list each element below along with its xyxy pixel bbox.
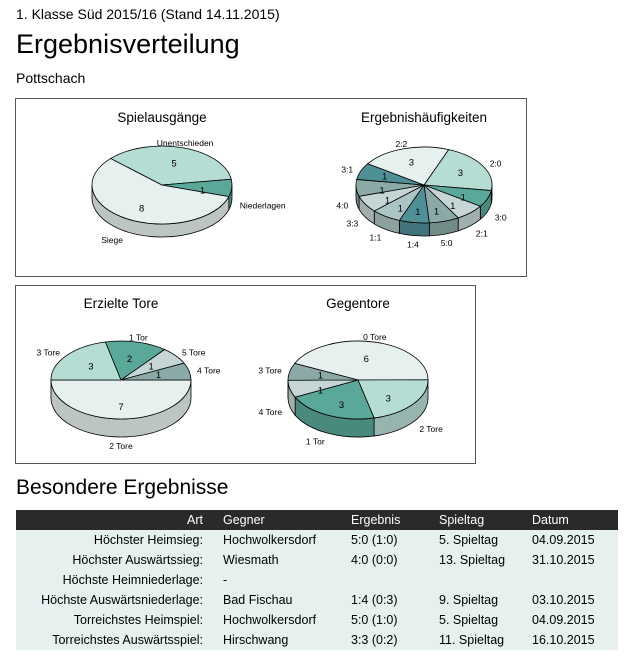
cell-ergebnis <box>347 570 435 590</box>
slice-category-label: Niederlagen <box>239 200 286 211</box>
cell-gegner: Hochwolkersdorf <box>219 610 347 630</box>
charts-goals <box>16 286 475 463</box>
table-row <box>16 530 618 550</box>
cell-datum: 04.09.2015 <box>528 530 618 550</box>
column-header-spieltag: Spieltag <box>435 510 528 530</box>
slice-category-label: 2 Tore <box>109 440 133 451</box>
chart-panel-goals <box>15 285 476 464</box>
cell-spieltag: 11. Spieltag <box>435 630 528 650</box>
breadcrumb: 1. Klasse Süd 2015/16 (Stand 14.11.2015) <box>16 6 280 22</box>
slice-value-label: 6 <box>363 354 369 366</box>
table-row <box>16 550 618 570</box>
column-header-ergebnis: Ergebnis <box>347 510 435 530</box>
slice-value-label: 1 <box>155 370 162 382</box>
chart-title: Spielausgänge <box>117 110 207 125</box>
slice-value-label: 1 <box>397 203 404 215</box>
slice-category-label: 4 Tore <box>258 407 283 418</box>
slice-category-label: 3 Tore <box>36 347 61 358</box>
special-results-table <box>16 510 618 650</box>
cell-datum: 03.10.2015 <box>528 590 618 610</box>
pie-chart-spielausg-nge <box>92 110 286 245</box>
team-name: Pottschach <box>16 70 86 86</box>
cell-spieltag: 5. Spieltag <box>435 530 528 550</box>
cell-art: Torreichstes Auswärtsspiel: <box>16 630 219 650</box>
slice-category-label: 4:0 <box>336 200 349 211</box>
charts-outcomes-results <box>16 99 526 276</box>
slice-value-label: 1 <box>415 207 421 219</box>
slice-category-label: 5 Tore <box>181 347 206 358</box>
cell-datum: 04.09.2015 <box>528 610 618 630</box>
slice-category-label: Siege <box>101 234 123 245</box>
slice-value-label: 1 <box>433 206 440 218</box>
slice-value-label: 1 <box>148 361 154 373</box>
cell-ergebnis: 5:0 (1:0) <box>347 610 435 630</box>
slice-category-label: 2 Tore <box>419 424 443 435</box>
cell-spieltag: 5. Spieltag <box>435 610 528 630</box>
slice-value-label: 5 <box>171 158 177 170</box>
chart-panel-top <box>15 98 527 277</box>
slice-category-label: 3:0 <box>494 212 507 223</box>
slice-category-label: 3:3 <box>346 218 359 229</box>
cell-gegner: Hochwolkersdorf <box>219 530 347 550</box>
slice-value-label: 3 <box>408 157 415 169</box>
cell-art: Höchste Heimniederlage: <box>16 570 219 590</box>
slice-value-label: 1 <box>450 201 456 213</box>
slice-value-label: 8 <box>139 203 145 215</box>
cell-art: Höchster Auswärtssieg: <box>16 550 219 570</box>
cell-gegner: - <box>219 570 347 590</box>
chart-title: Gegentore <box>326 296 390 311</box>
slice-category-label: 2:2 <box>395 139 408 150</box>
slice-value-label: 1 <box>317 370 324 382</box>
slice-category-label: 1 Tor <box>305 436 325 447</box>
table-row <box>16 590 618 610</box>
slice-value-label: 3 <box>385 393 391 405</box>
cell-datum: 16.10.2015 <box>528 630 618 650</box>
pie-chart-gegentore <box>258 296 443 447</box>
slice-value-label: 1 <box>317 385 324 397</box>
cell-gegner: Bad Fischau <box>219 590 347 610</box>
cell-ergebnis: 1:4 (0:3) <box>347 590 435 610</box>
slice-value-label: 3 <box>457 168 464 180</box>
cell-spieltag <box>435 570 528 590</box>
slice-value-label: 3 <box>338 399 345 411</box>
slice-category-label: 4 Tore <box>197 365 221 376</box>
column-header-datum: Datum <box>528 510 618 530</box>
cell-gegner: Wiesmath <box>219 550 347 570</box>
page-title: Ergebnisverteilung <box>16 29 240 59</box>
cell-ergebnis: 5:0 (1:0) <box>347 530 435 550</box>
cell-datum <box>528 570 618 590</box>
cell-spieltag: 13. Spieltag <box>435 550 528 570</box>
slice-value-label: 2 <box>126 354 133 366</box>
cell-ergebnis: 3:3 (0:2) <box>347 630 435 650</box>
slice-category-label: 3:1 <box>341 164 354 175</box>
table-row <box>16 630 618 650</box>
slice-category-label: 2:1 <box>475 228 488 239</box>
slice-category-label: 1:4 <box>406 239 419 250</box>
table-row <box>16 570 618 590</box>
slice-category-label: 0 Tore <box>363 332 387 343</box>
slice-value-label: 1 <box>460 192 466 204</box>
slice-value-label: 7 <box>118 401 124 413</box>
slice-category-label: 1:1 <box>369 232 382 243</box>
cell-ergebnis: 4:0 (0:0) <box>347 550 435 570</box>
slice-category-label: 2:0 <box>489 158 502 169</box>
chart-title: Erzielte Tore <box>83 296 159 311</box>
column-header-art: Art <box>16 510 219 530</box>
slice-category-label: 5:0 <box>440 237 453 248</box>
chart-title: Ergebnishäufigkeiten <box>360 110 488 125</box>
cell-art: Torreichstes Heimspiel: <box>16 610 219 630</box>
slice-value-label: 1 <box>379 185 385 197</box>
cell-gegner: Hirschwang <box>219 630 347 650</box>
table-row <box>16 610 618 630</box>
cell-spieltag: 9. Spieltag <box>435 590 528 610</box>
slice-value-label: 1 <box>382 171 388 183</box>
pie-chart-ergebnish-ufigkeiten <box>336 110 507 249</box>
cell-art: Höchste Auswärtsniederlage: <box>16 590 219 610</box>
slice-value-label: 1 <box>384 195 391 207</box>
slice-category-label: Unentschieden <box>156 138 214 149</box>
slice-category-label: 3 Tore <box>258 365 282 376</box>
cell-datum: 31.10.2015 <box>528 550 618 570</box>
pie-chart-erzielte-tore <box>37 296 221 451</box>
slice-value-label: 1 <box>199 185 206 197</box>
table-header-row <box>16 510 618 530</box>
slice-value-label: 3 <box>88 361 94 373</box>
cell-art: Höchster Heimsieg: <box>16 530 219 550</box>
section-title: Besondere Ergebnisse <box>16 476 229 499</box>
slice-category-label: 1 Tor <box>128 332 148 343</box>
column-header-gegner: Gegner <box>219 510 347 530</box>
